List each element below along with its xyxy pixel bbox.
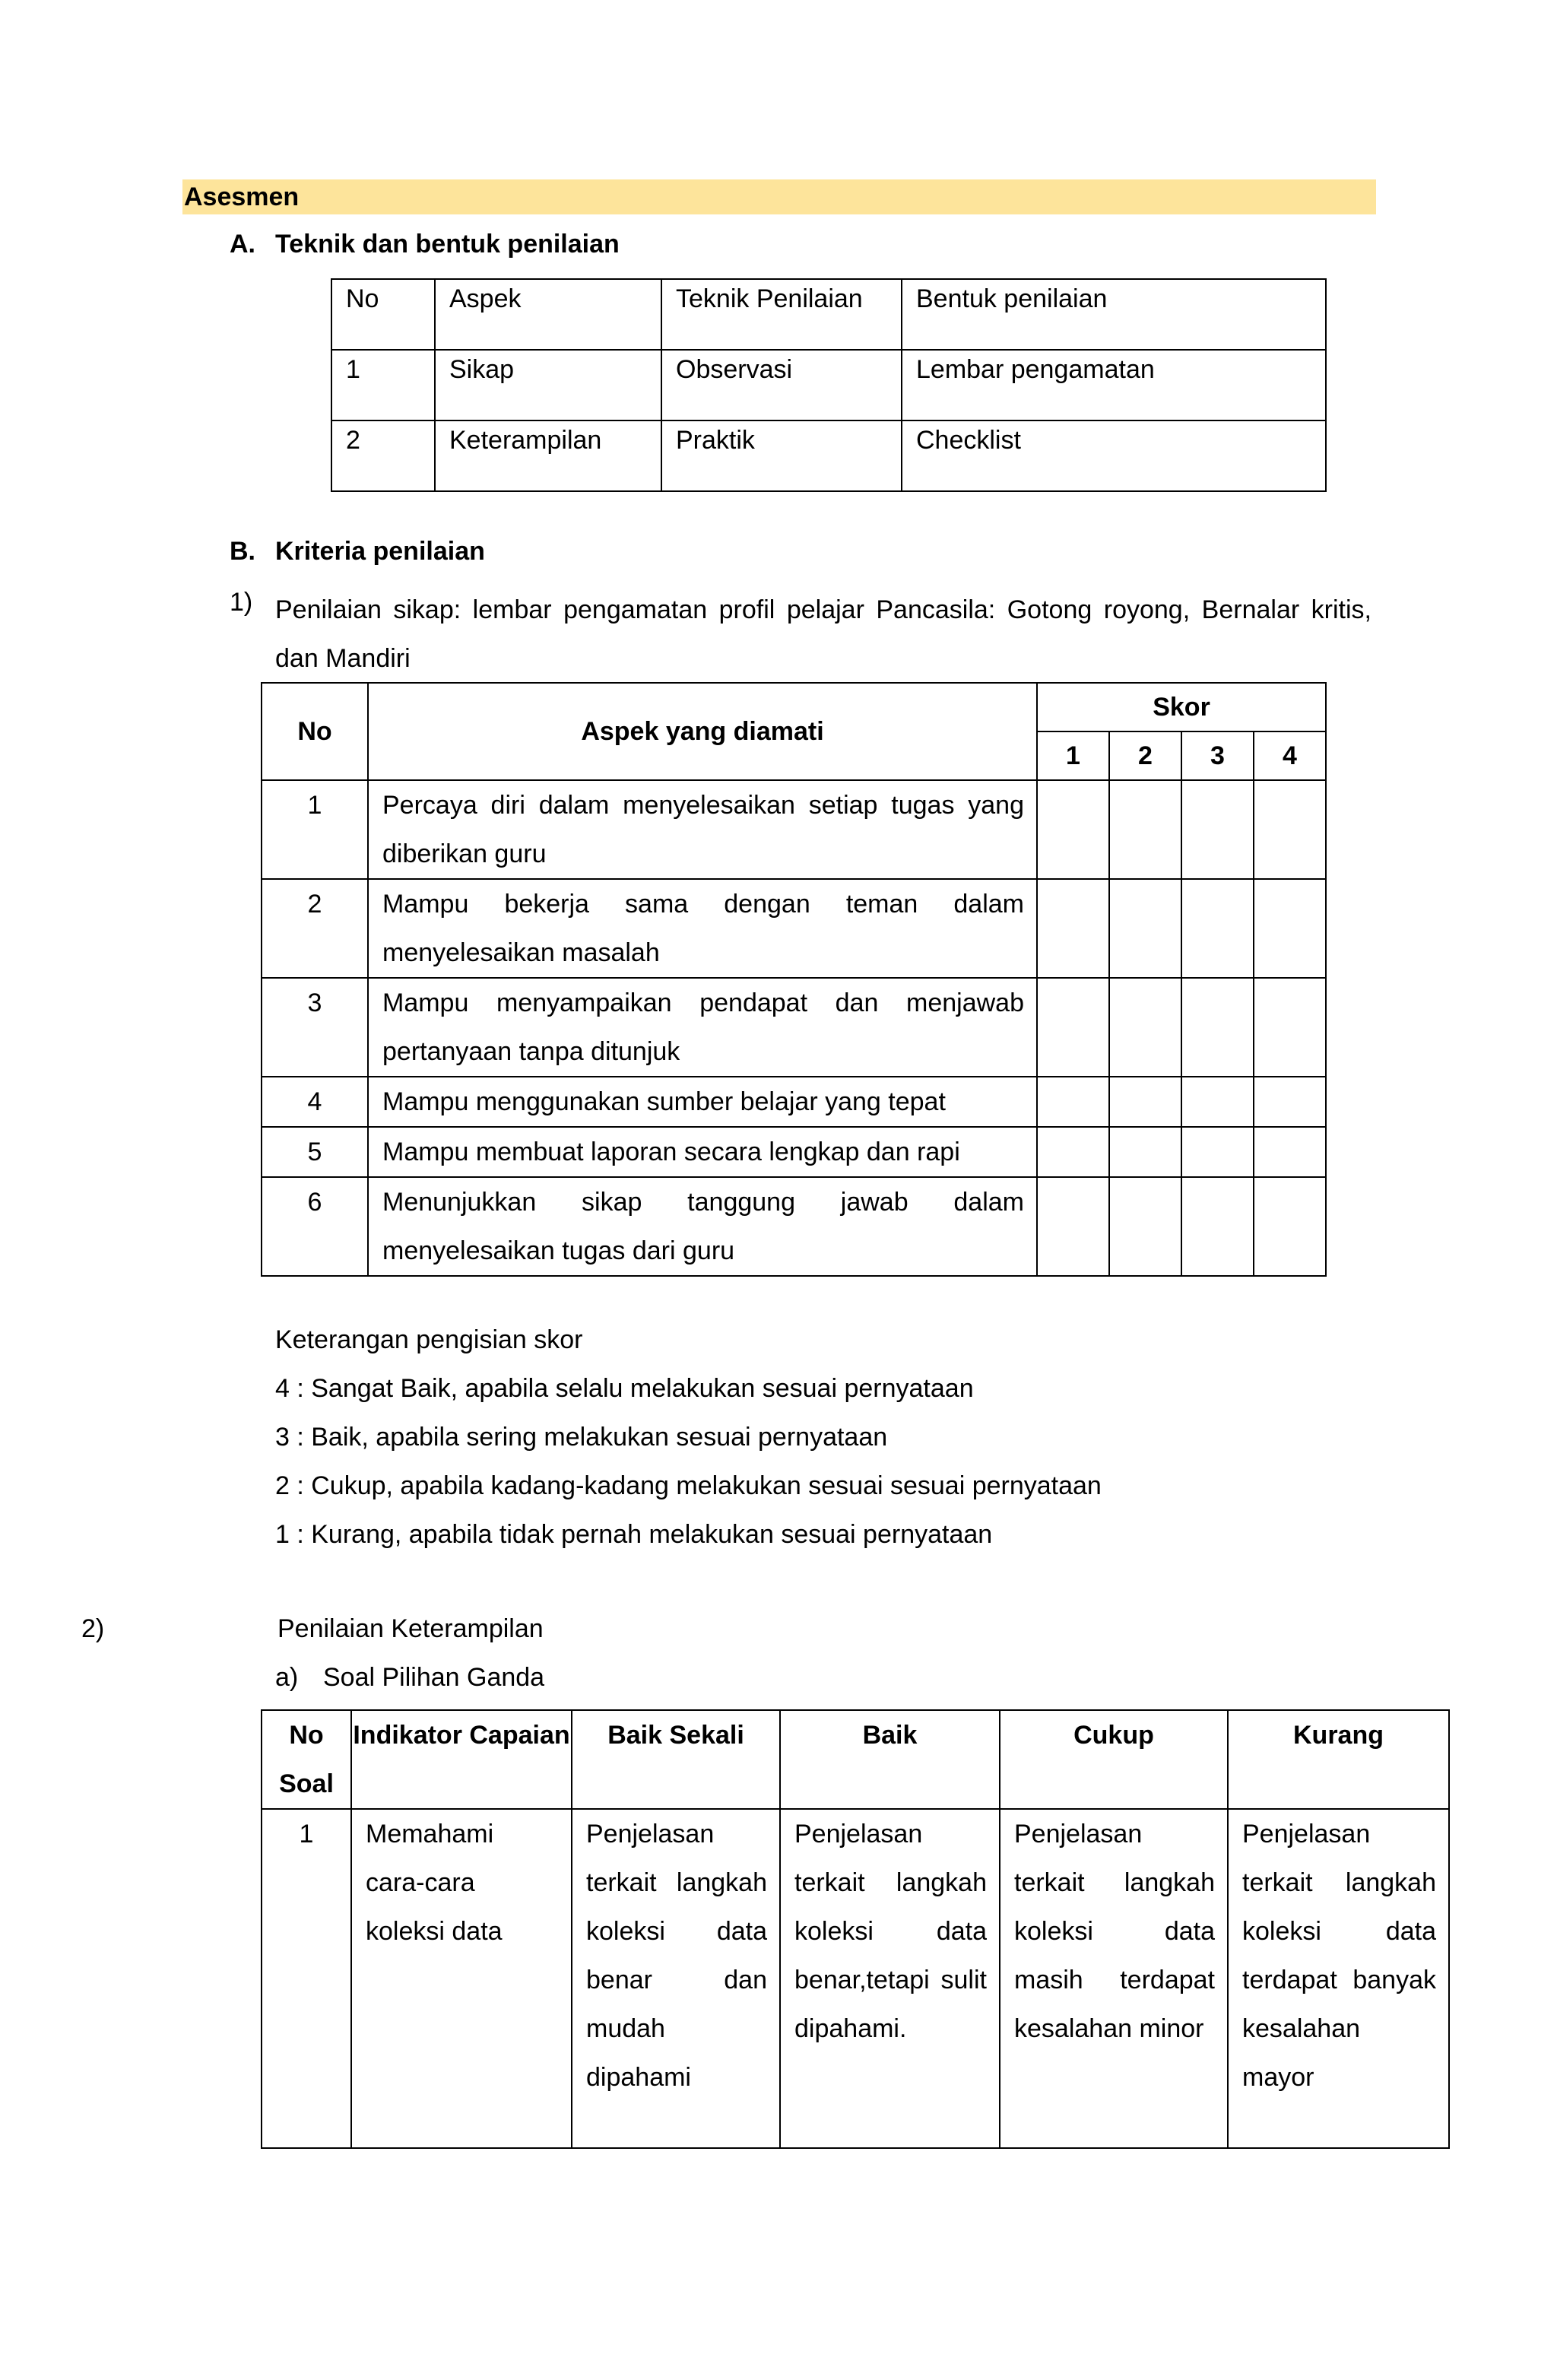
part-b-letter: B. [230, 537, 255, 566]
score-cell[interactable] [1254, 879, 1326, 978]
score-cell[interactable] [1254, 1077, 1326, 1127]
part-a-heading: Teknik dan bentuk penilaian [275, 230, 620, 259]
row-number: 5 [262, 1127, 368, 1177]
score-cell[interactable] [1181, 978, 1254, 1077]
score-cell[interactable] [1181, 1077, 1254, 1127]
score-header: 3 [1181, 731, 1254, 780]
column-header-indikator: Indikator Capaian [351, 1710, 572, 1809]
column-header-kurang: Kurang [1228, 1710, 1449, 1809]
column-header-cukup: Cukup [1000, 1710, 1228, 1809]
score-legend [275, 1315, 1102, 1559]
rubric-kurang: Penjelasan terkait langkah koleksi data terdapat banyak kesalahan mayor [1228, 1809, 1449, 2148]
row-number: 1 [262, 1809, 351, 2148]
table-row [262, 978, 1326, 1077]
item-1-number: 1) [230, 588, 253, 617]
part-a-letter: A. [230, 230, 255, 259]
score-cell[interactable] [1037, 1127, 1109, 1177]
score-cell[interactable] [1109, 1127, 1181, 1177]
score-cell[interactable] [1037, 1077, 1109, 1127]
score-cell[interactable] [1181, 879, 1254, 978]
table-row [331, 350, 1326, 420]
table-cell: 1 [331, 350, 435, 420]
column-header: No [331, 279, 435, 350]
column-header: Aspek [435, 279, 661, 350]
aspect-text: Menunjukkan sikap tanggung jawab dalam menyelesaikan tugas dari guru [368, 1177, 1037, 1276]
score-cell[interactable] [1109, 780, 1181, 879]
table-cell: Praktik [661, 420, 902, 491]
score-cell[interactable] [1254, 1127, 1326, 1177]
column-header-aspek: Aspek yang diamati [368, 683, 1037, 780]
indicator-text: Memahami cara-cara koleksi data [351, 1809, 572, 2148]
table-cell: Sikap [435, 350, 661, 420]
score-legend-title: Keterangan pengisian skor [275, 1325, 583, 1354]
score-cell[interactable] [1109, 978, 1181, 1077]
row-number: 3 [262, 978, 368, 1077]
table-row [262, 879, 1326, 978]
table-row [262, 780, 1326, 879]
table-header-row [331, 279, 1326, 350]
aspect-text: Mampu bekerja sama dengan teman dalam menyelesaikan masalah [368, 879, 1037, 978]
row-number: 1 [262, 780, 368, 879]
rubric-baik: Penjelasan terkait langkah koleksi data benar,tetapi sulit dipahami. [780, 1809, 1000, 2148]
score-cell[interactable] [1109, 879, 1181, 978]
table-cell: 2 [331, 420, 435, 491]
sub-item-letter: a) [275, 1663, 299, 1692]
score-cell[interactable] [1037, 1177, 1109, 1276]
aspect-text: Mampu menyampaikan pendapat dan menjawab pertanyaan tanpa ditunjuk [368, 978, 1037, 1077]
score-cell[interactable] [1037, 780, 1109, 879]
section-title-band [182, 179, 1376, 214]
sub-item-title: Soal Pilihan Ganda [323, 1663, 545, 1692]
table-row [262, 1077, 1326, 1127]
rubric-baik-sekali: Penjelasan terkait langkah koleksi data benar dan mudah dipahami [572, 1809, 780, 2148]
score-header: 1 [1037, 731, 1109, 780]
table-row [262, 1809, 1449, 2148]
column-header: Bentuk penilaian [902, 279, 1326, 350]
row-number: 4 [262, 1077, 368, 1127]
column-header: Teknik Penilaian [661, 279, 902, 350]
table-cell: Keterampilan [435, 420, 661, 491]
column-header-baik-sekali: Baik Sekali [572, 1710, 780, 1809]
score-legend-item: 3 : Baik, apabila sering melakukan sesuai pernyataan [275, 1423, 888, 1452]
aspect-text: Mampu membuat laporan secara lengkap dan rapi [368, 1127, 1037, 1177]
column-header-no: No [262, 683, 368, 780]
table-cell: Checklist [902, 420, 1326, 491]
aspect-text: Percaya diri dalam menyelesaikan setiap tugas yang diberikan guru [368, 780, 1037, 879]
column-header-no-soal: No Soal [262, 1710, 351, 1809]
score-cell[interactable] [1181, 780, 1254, 879]
table-header-row [262, 1710, 1449, 1809]
rubric-cukup: Penjelasan terkait langkah koleksi data masih terdapat kesalahan minor [1000, 1809, 1228, 2148]
score-cell[interactable] [1037, 879, 1109, 978]
score-cell[interactable] [1254, 978, 1326, 1077]
assessment-technique-table [331, 278, 1327, 492]
table-row [262, 1177, 1326, 1276]
row-number: 6 [262, 1177, 368, 1276]
column-header-skor: Skor [1037, 683, 1326, 731]
score-header: 4 [1254, 731, 1326, 780]
table-row [262, 1127, 1326, 1177]
item-2-number: 2) [81, 1614, 105, 1643]
table-row [331, 420, 1326, 491]
column-header-baik: Baik [780, 1710, 1000, 1809]
score-cell[interactable] [1037, 978, 1109, 1077]
part-b-heading: Kriteria penilaian [275, 537, 485, 566]
table-cell: Lembar pengamatan [902, 350, 1326, 420]
score-cell[interactable] [1254, 1177, 1326, 1276]
section-title: Asesmen [184, 182, 300, 211]
score-cell[interactable] [1181, 1177, 1254, 1276]
score-legend-item: 4 : Sangat Baik, apabila selalu melakukan sesuai pernyataan [275, 1374, 974, 1403]
score-cell[interactable] [1109, 1177, 1181, 1276]
item-2-title: Penilaian Keterampilan [277, 1614, 544, 1643]
score-cell[interactable] [1181, 1127, 1254, 1177]
table-header-row [262, 683, 1326, 731]
item-1-text: Penilaian sikap: lembar pengamatan profil pelajar Pancasila: Gotong royong, Bernalar kritis, dan Mandiri [275, 595, 1371, 673]
skill-rubric-table [261, 1709, 1450, 2149]
score-cell[interactable] [1254, 780, 1326, 879]
row-number: 2 [262, 879, 368, 978]
aspect-text: Mampu menggunakan sumber belajar yang tepat [368, 1077, 1037, 1127]
attitude-observation-table [261, 682, 1327, 1277]
table-cell: Observasi [661, 350, 902, 420]
score-cell[interactable] [1109, 1077, 1181, 1127]
score-legend-item: 2 : Cukup, apabila kadang-kadang melakukan sesuai sesuai pernyataan [275, 1471, 1102, 1500]
score-legend-item: 1 : Kurang, apabila tidak pernah melakukan sesuai pernyataan [275, 1520, 993, 1549]
score-header: 2 [1109, 731, 1181, 780]
